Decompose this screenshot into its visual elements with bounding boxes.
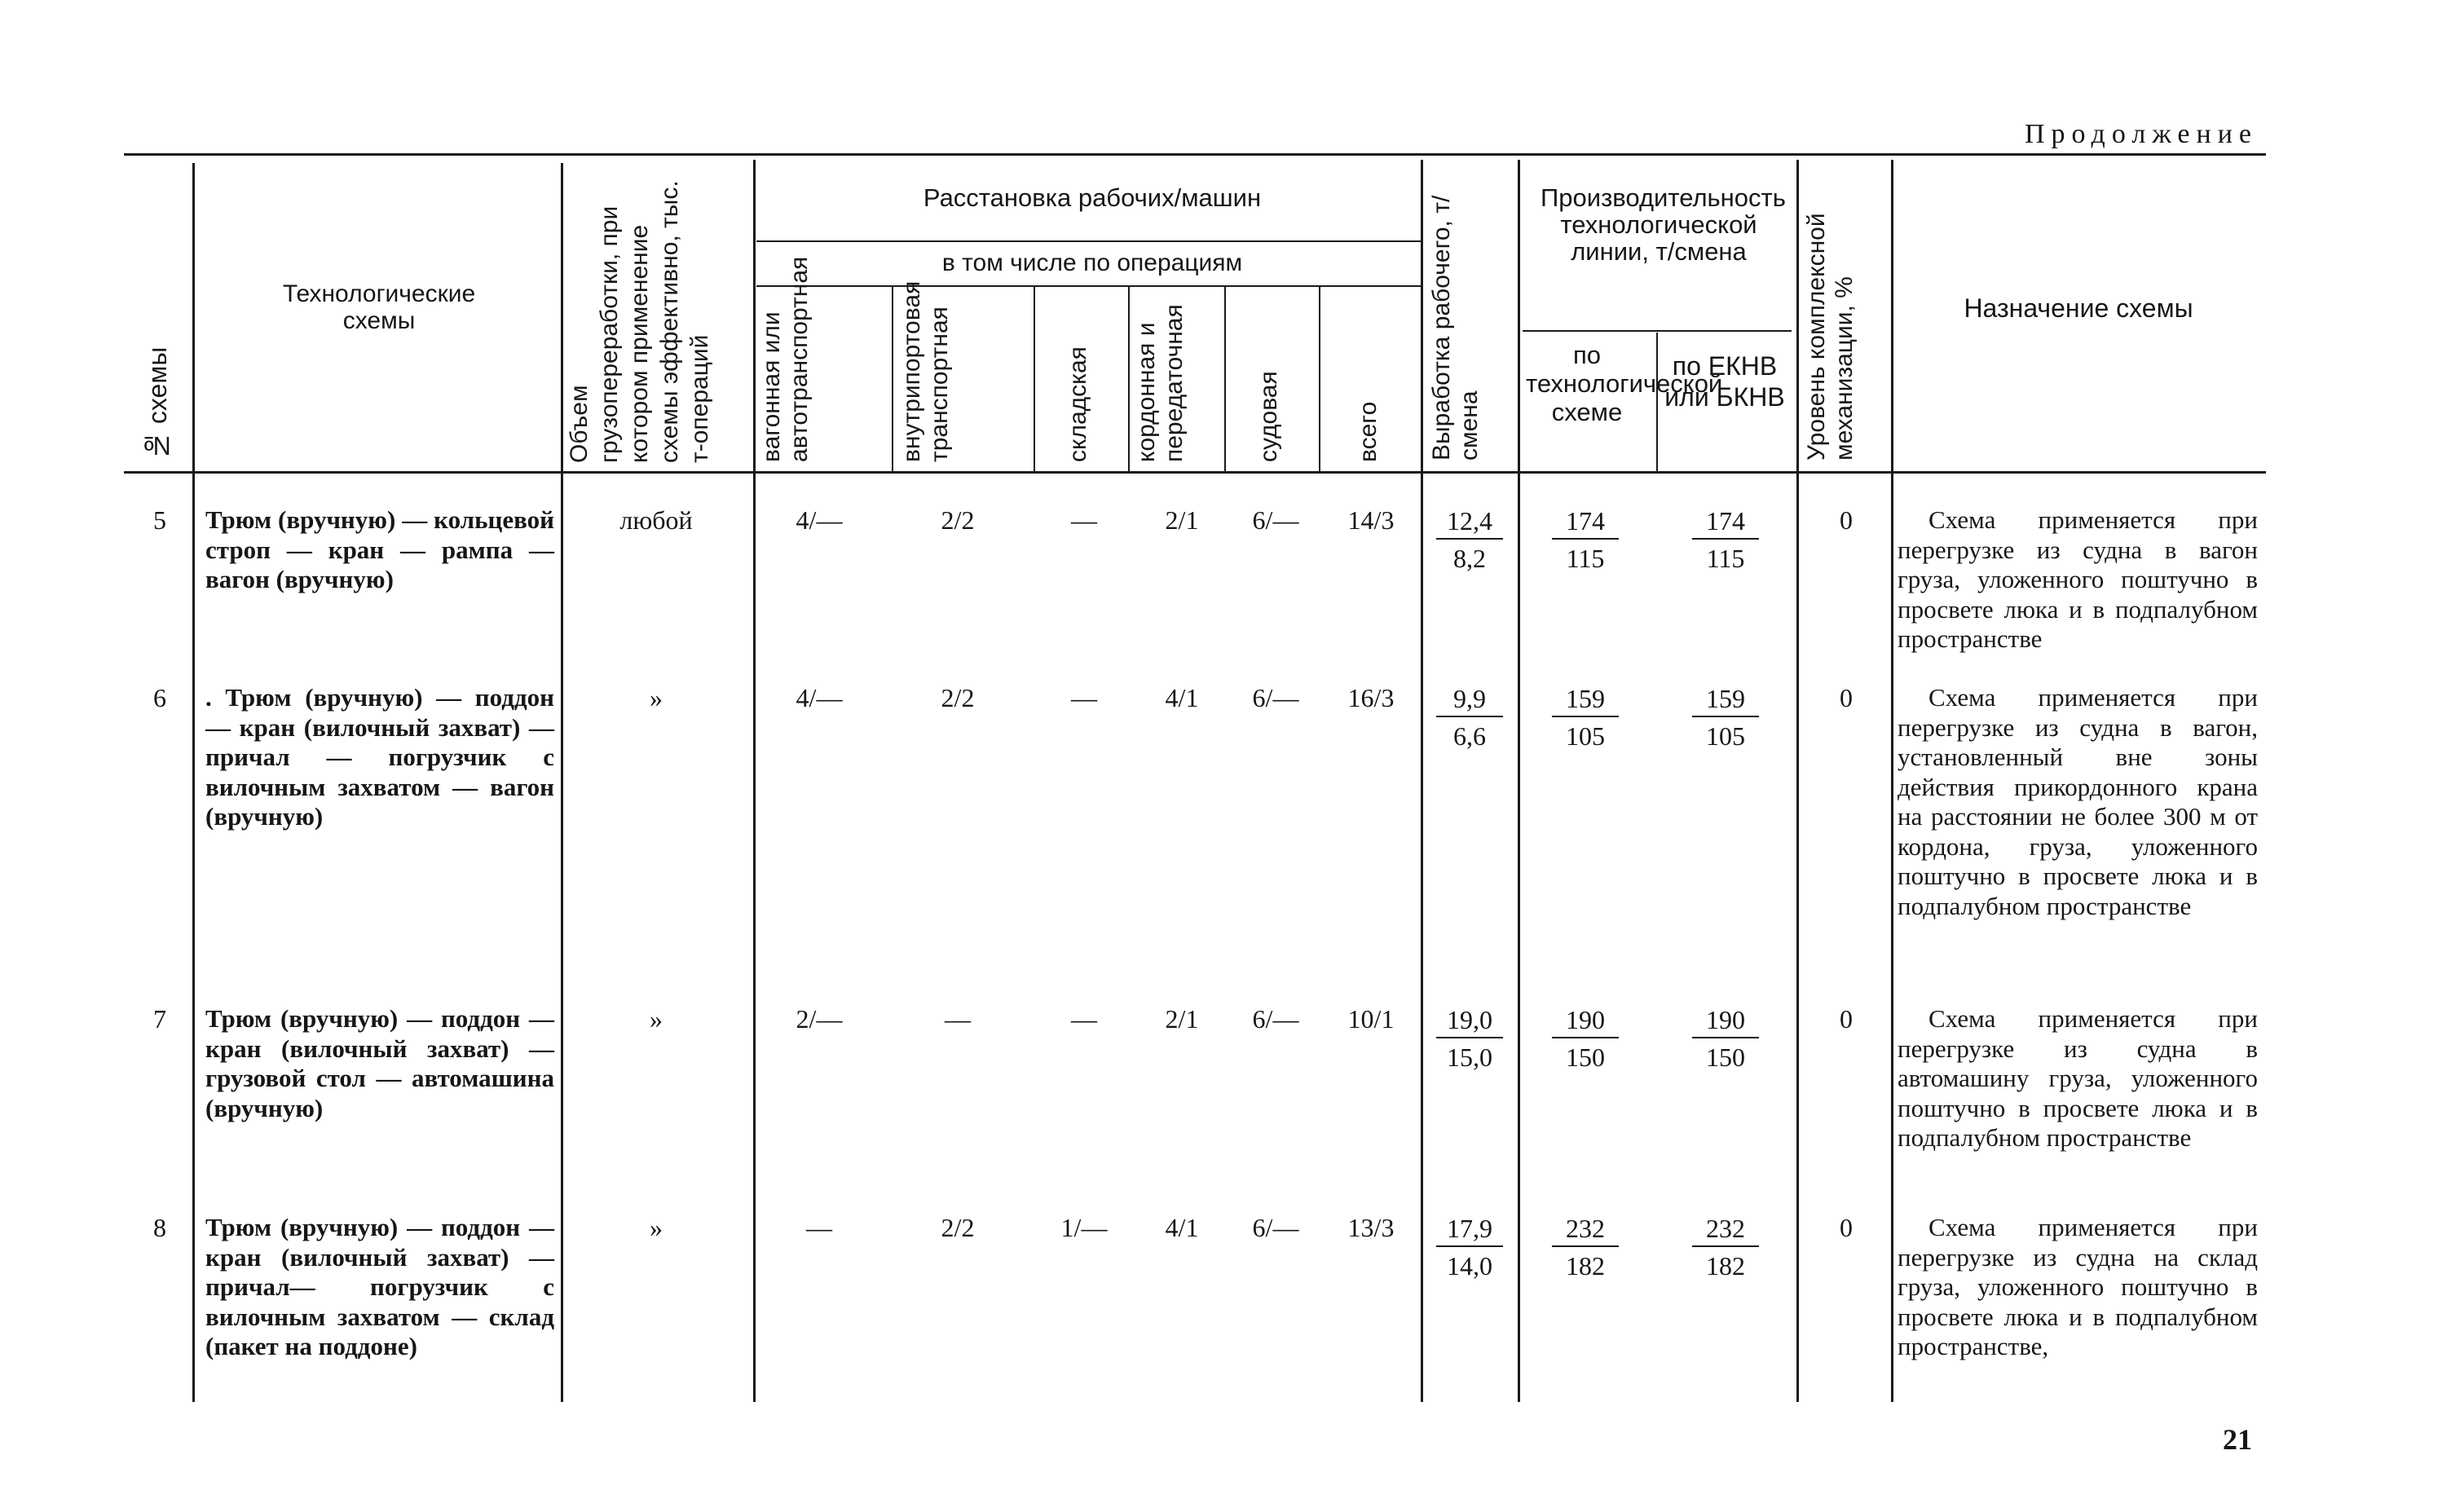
row-wagon: 4/—	[796, 683, 843, 712]
row-prod-scheme	[1541, 1004, 1630, 1073]
row-prod-scheme	[1541, 1213, 1630, 1281]
placement-subrule	[756, 240, 1421, 242]
header-ship: судовая	[1255, 371, 1282, 462]
header-bottom-rule	[124, 471, 2266, 474]
row-ship: 6/—	[1252, 505, 1299, 535]
col-sep-6	[1128, 287, 1130, 471]
row-ship: 6/—	[1252, 1004, 1299, 1034]
header-placement: Расстановка рабочих/машин	[923, 183, 1262, 212]
prod-scheme-top: 174	[1552, 505, 1619, 540]
header-num: № схемы	[143, 346, 172, 461]
col-sep-7	[1224, 287, 1226, 471]
row-mech: 0	[1840, 505, 1853, 535]
row-total: 16/3	[1347, 683, 1395, 712]
col-sep-3	[753, 160, 756, 1402]
prod-ekns-bottom: 115	[1706, 544, 1745, 573]
header-output: Выработка рабочего, т/смена	[1428, 195, 1483, 461]
row-volume: любой	[619, 505, 693, 535]
header-cordon: кордонная и передаточная	[1133, 304, 1188, 462]
header-purpose: Назначение схемы	[1964, 293, 2193, 323]
row-num: 6	[153, 683, 166, 712]
output-bottom: 15,0	[1447, 1043, 1492, 1072]
col-sep-8	[1319, 287, 1320, 471]
row-intraport: —	[945, 1004, 971, 1034]
col-sep-11	[1656, 333, 1658, 471]
output-top: 17,9	[1436, 1213, 1503, 1247]
row-output	[1425, 683, 1514, 752]
header-scheme: Технологические схемы	[282, 280, 476, 334]
continuation-label: Продолжение	[2024, 119, 2258, 149]
output-top: 12,4	[1436, 505, 1503, 540]
row-num: 8	[153, 1213, 166, 1242]
row-purpose: Схема применяется при перегрузке из судна в вагон, установленный вне зоны действия прикордонного крана на расстоянии не более 300 м от кордона, груза, уложенного поштучно в просвете люка и в подпалубном пространстве	[1898, 683, 2258, 920]
page-number: 21	[2223, 1423, 2252, 1456]
prod-ekns-top: 190	[1692, 1004, 1759, 1038]
prod-scheme-top: 232	[1552, 1213, 1619, 1247]
row-warehouse: —	[1071, 1004, 1097, 1034]
row-ship: 6/—	[1252, 1213, 1299, 1242]
row-warehouse: —	[1071, 505, 1097, 535]
prod-ekns-bottom: 182	[1706, 1251, 1745, 1281]
row-cordon: 2/1	[1165, 505, 1199, 535]
row-prod-ekns	[1681, 505, 1770, 574]
row-scheme: Трюм (вручную) — кольцевой строп — кран — рампа — вагон (вручную)	[205, 505, 554, 593]
header-total: всего	[1355, 401, 1382, 462]
row-volume: »	[650, 1004, 663, 1034]
prod-ekns-bottom: 105	[1706, 721, 1745, 751]
prod-scheme-top: 159	[1552, 683, 1619, 717]
col-sep-10	[1518, 160, 1520, 1402]
prod-scheme-bottom: 150	[1566, 1043, 1605, 1072]
row-output	[1425, 505, 1514, 574]
prod-ekns-top: 232	[1692, 1213, 1759, 1247]
row-intraport: 2/2	[941, 683, 975, 712]
table-top-rule	[124, 153, 2266, 156]
row-wagon: 4/—	[796, 505, 843, 535]
header-mech-level: Уровень комплексной механизации, %	[1803, 213, 1858, 461]
row-scheme: . Трюм (вручную) — поддон — кран (вилочный захват) — причал — погрузчик с вилочным захватом — вагон (вручную)	[205, 683, 554, 831]
col-sep-13	[1891, 160, 1893, 1402]
prod-scheme-top: 190	[1552, 1004, 1619, 1038]
row-cordon: 2/1	[1165, 1004, 1199, 1034]
row-total: 10/1	[1347, 1004, 1395, 1034]
col-sep-1	[192, 163, 195, 1402]
row-ship: 6/—	[1252, 683, 1299, 712]
header-wagon: вагонная или автотранспортная	[758, 256, 813, 462]
output-bottom: 8,2	[1453, 544, 1486, 573]
prod-ekns-bottom: 150	[1706, 1043, 1745, 1072]
row-total: 14/3	[1347, 505, 1395, 535]
row-warehouse: —	[1071, 683, 1097, 712]
row-num: 5	[153, 505, 166, 535]
row-prod-scheme	[1541, 683, 1630, 752]
row-prod-ekns	[1681, 1213, 1770, 1281]
output-bottom: 14,0	[1447, 1251, 1492, 1281]
output-top: 19,0	[1436, 1004, 1503, 1038]
row-purpose: Схема применяется при перегрузке из судна в автомашину груза, уложенного поштучно в просвете люка и в подпалубном пространстве	[1898, 1004, 2258, 1152]
row-cordon: 4/1	[1165, 683, 1199, 712]
row-total: 13/3	[1347, 1213, 1395, 1242]
col-sep-9	[1421, 160, 1423, 1402]
header-productivity: Производительность технологической линии, т/смена	[1541, 183, 1786, 266]
row-wagon: 2/—	[796, 1004, 843, 1034]
row-intraport: 2/2	[941, 1213, 975, 1242]
row-wagon: —	[806, 1213, 832, 1242]
productivity-subrule	[1523, 330, 1792, 332]
prod-ekns-top: 159	[1692, 683, 1759, 717]
header-prod-ekns: по ЕКНВ или БКНВ	[1664, 351, 1785, 412]
row-scheme: Трюм (вручную) — поддон — кран (вилочный захват) — грузовой стол — автомашина (вручную)	[205, 1004, 554, 1122]
row-intraport: 2/2	[941, 505, 975, 535]
header-prod-scheme: по технологической схеме	[1526, 341, 1723, 426]
prod-scheme-bottom: 182	[1566, 1251, 1605, 1281]
header-volume: Объем грузопереработки, при котором применение схемы эффективно, тыс. т-операций	[566, 180, 713, 463]
row-output	[1425, 1004, 1514, 1073]
row-mech: 0	[1840, 1213, 1853, 1242]
prod-scheme-bottom: 105	[1566, 721, 1605, 751]
row-mech: 0	[1840, 683, 1853, 712]
col-sep-4	[892, 287, 893, 471]
col-sep-12	[1796, 160, 1799, 1402]
row-purpose: Схема применяется при перегрузке из судна в вагон груза, уложенного поштучно в просвете люка и в подпалубном пространстве	[1898, 505, 2258, 653]
col-sep-2	[561, 163, 563, 1402]
header-by-operations: в том числе по операциям	[941, 249, 1243, 276]
row-cordon: 4/1	[1165, 1213, 1199, 1242]
row-volume: »	[650, 1213, 663, 1242]
output-bottom: 6,6	[1453, 721, 1486, 751]
row-mech: 0	[1840, 1004, 1853, 1034]
col-sep-5	[1034, 287, 1035, 471]
header-warehouse: складская	[1065, 346, 1091, 462]
row-warehouse: 1/—	[1060, 1213, 1108, 1242]
row-prod-ekns	[1681, 683, 1770, 752]
row-num: 7	[153, 1004, 166, 1034]
row-prod-ekns	[1681, 1004, 1770, 1073]
prod-scheme-bottom: 115	[1566, 544, 1605, 573]
operations-subrule	[756, 285, 1421, 287]
row-volume: »	[650, 683, 663, 712]
prod-ekns-top: 174	[1692, 505, 1759, 540]
row-purpose: Схема применяется при перегрузке из судна на склад груза, уложенного поштучно в просвете люка и в подпалубном пространстве,	[1898, 1213, 2258, 1360]
row-output	[1425, 1213, 1514, 1281]
header-intraport: внутрипортовая транспортная	[898, 280, 953, 462]
row-prod-scheme	[1541, 505, 1630, 574]
row-scheme: Трюм (вручную) — поддон — кран (вилочный захват) — причал— погрузчик с вилочным захватом — склад (пакет на поддоне)	[205, 1213, 554, 1360]
output-top: 9,9	[1436, 683, 1503, 717]
